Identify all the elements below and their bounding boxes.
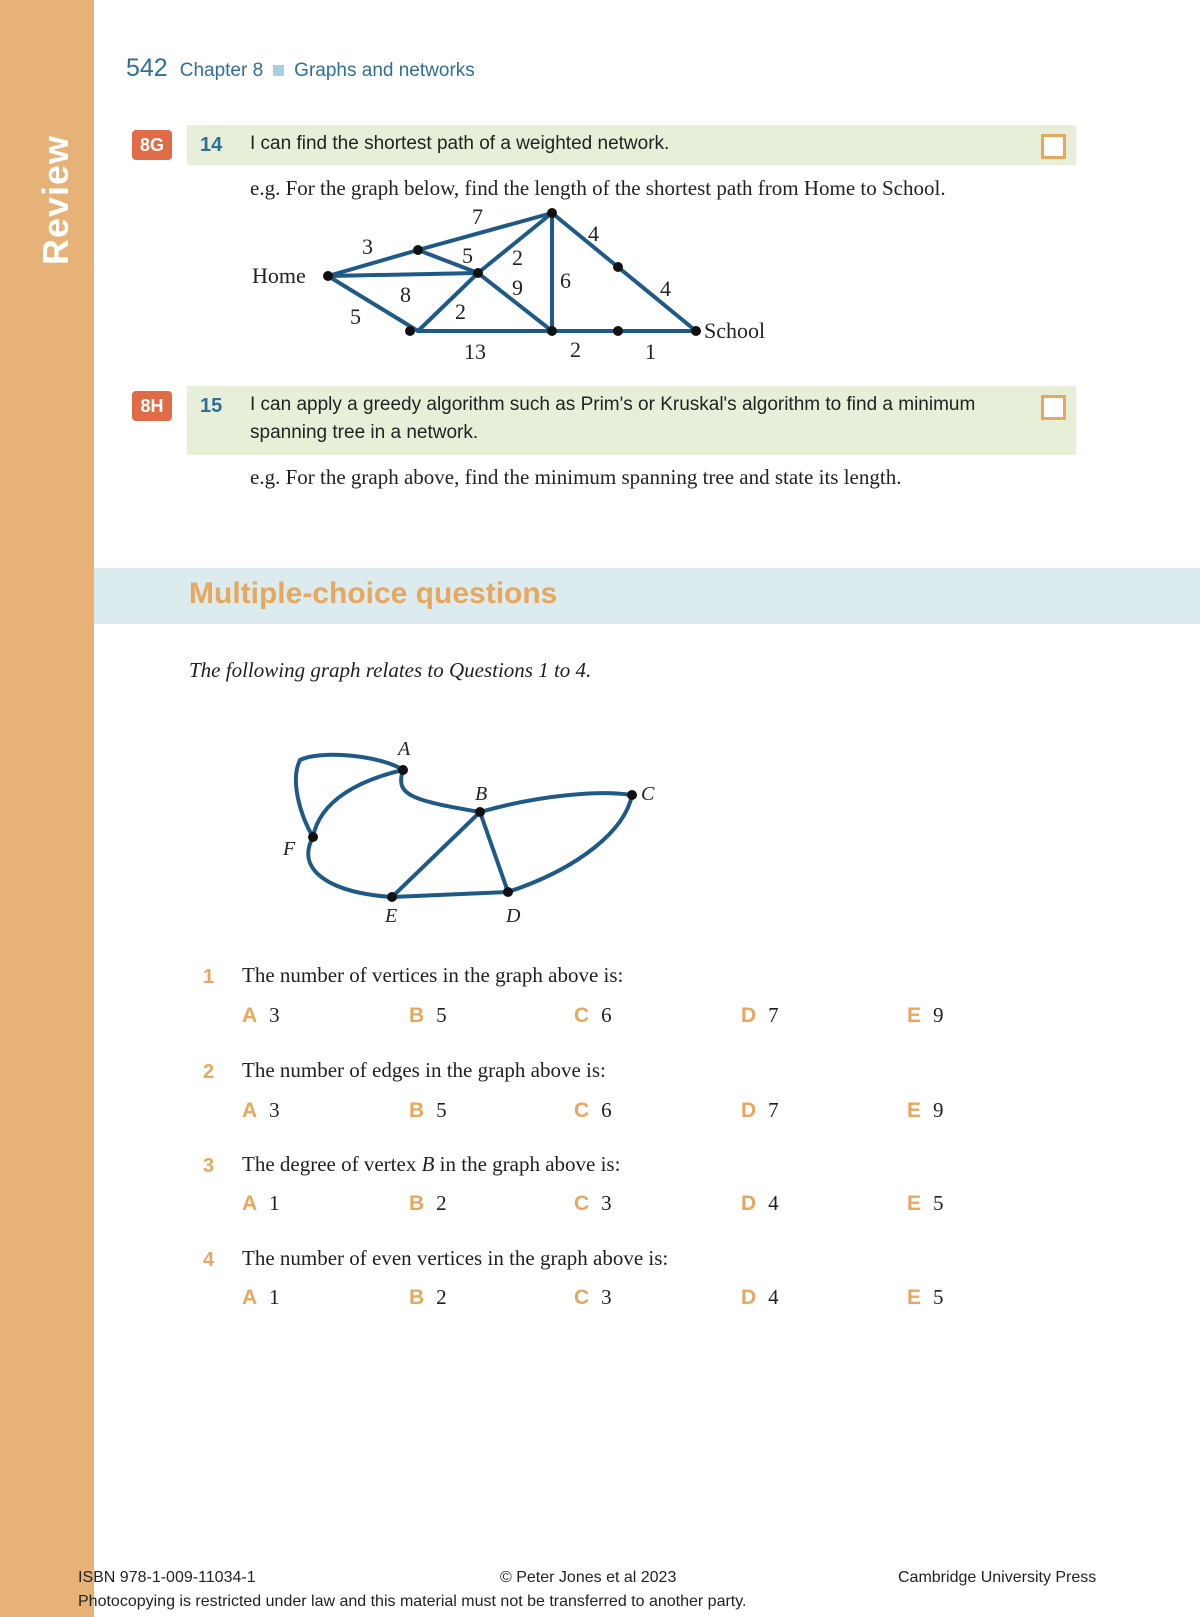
question-4-option-c[interactable]: C 3 [574, 1285, 612, 1309]
edge-weight: 13 [464, 339, 486, 364]
edge-weight: 2 [512, 245, 523, 270]
question-2-option-a[interactable]: A 3 [242, 1098, 280, 1122]
objective-checkbox-14[interactable] [1041, 134, 1066, 159]
edge-weight: 7 [472, 204, 483, 229]
question-text-4: The number of even vertices in the graph above is: [242, 1246, 669, 1270]
vertex-top-left [413, 245, 423, 255]
edge-weight: 4 [660, 276, 671, 301]
edge-weight: 6 [560, 268, 571, 293]
vertex-b [475, 807, 485, 817]
question-4-option-d[interactable]: D 4 [741, 1285, 779, 1309]
question-2-option-e[interactable]: E 9 [907, 1098, 944, 1122]
mcq-heading: Multiple-choice questions [189, 577, 558, 610]
question-3-option-b[interactable]: B 2 [409, 1191, 447, 1215]
section-tag-8g: 8G [132, 130, 172, 160]
edge-weight: 1 [645, 339, 656, 364]
question-number-1: 1 [203, 966, 215, 988]
section-tag-8h: 8H [132, 391, 172, 421]
objective-text-14: I can find the shortest path of a weighted network. [250, 133, 670, 154]
vertex-label-a: A [398, 738, 411, 760]
vertex-label-school: School [704, 318, 766, 343]
footer-publisher: Cambridge University Press [898, 1569, 1097, 1586]
objective-checkbox-15[interactable] [1041, 395, 1066, 420]
vertex-label-home: Home [252, 263, 306, 288]
footer-copyright: © Peter Jones et al 2023 [500, 1569, 677, 1586]
running-head [126, 54, 475, 83]
question-number-3: 3 [203, 1155, 215, 1177]
vertex-school [691, 326, 701, 336]
question-4-option-a[interactable]: A 1 [242, 1285, 280, 1309]
edge-weight: 5 [350, 304, 361, 329]
edge-weight: 2 [570, 337, 581, 362]
vertex-label-f: F [283, 838, 296, 860]
objective-text-15: I can apply a greedy algorithm such as Prim's or Kruskal's algorithm to find a minimum spanning tree in a network. [250, 394, 976, 443]
vertex-middle [473, 268, 483, 278]
question-2-option-d[interactable]: D 7 [741, 1098, 779, 1122]
chapter-label: Chapter 8 [179, 60, 264, 81]
question-number-4: 4 [203, 1249, 215, 1271]
question-2-option-b[interactable]: B 5 [409, 1098, 447, 1122]
edge-weight: 4 [588, 221, 599, 246]
question-2-option-c[interactable]: C 6 [574, 1098, 612, 1122]
example-text-15: e.g. For the graph above, find the minimum spanning tree and state its length. [250, 465, 902, 489]
mcq-intro: The following graph relates to Questions 1 to 4. [189, 658, 592, 682]
question-number-2: 2 [203, 1061, 215, 1083]
question-3-option-c[interactable]: C 3 [574, 1191, 612, 1215]
vertex-top [547, 208, 557, 218]
vertex-bottom-left [405, 326, 415, 336]
page-number: 542 [126, 54, 168, 82]
edge-weight: 9 [512, 275, 523, 300]
question-text-1: The number of vertices in the graph above is: [242, 963, 624, 987]
objective-number-14: 14 [200, 134, 223, 156]
edge-weight: 2 [455, 299, 466, 324]
side-label-review: Review [35, 134, 76, 266]
vertex-bottom-right [613, 326, 623, 336]
mcq-graph-diagram [270, 730, 670, 930]
question-3-option-a[interactable]: A 1 [242, 1191, 280, 1215]
footer-notice: Photocopying is restricted under law and this material must not be transferred to another party. [78, 1593, 747, 1610]
weighted-network-diagram [230, 200, 790, 370]
example-text-14: e.g. For the graph below, find the length of the shortest path from Home to School. [250, 176, 946, 200]
vertex-right-upper [613, 262, 623, 272]
vertex-f [308, 832, 318, 842]
edge-weight: 8 [400, 282, 411, 307]
separator-square-icon [273, 65, 284, 76]
question-1-option-c[interactable]: C 6 [574, 1003, 612, 1027]
question-3-option-e[interactable]: E 5 [907, 1191, 944, 1215]
question-1-option-d[interactable]: D 7 [741, 1003, 779, 1027]
review-side-band [0, 0, 94, 1617]
footer-isbn: ISBN 978-1-009-11034-1 [78, 1569, 256, 1586]
edge-weight: 3 [362, 234, 373, 259]
question-4-option-b[interactable]: B 2 [409, 1285, 447, 1309]
vertex-home [323, 271, 333, 281]
question-1-option-a[interactable]: A 3 [242, 1003, 280, 1027]
vertex-d [503, 887, 513, 897]
vertex-bottom-middle [547, 326, 557, 336]
objective-number-15: 15 [200, 395, 223, 417]
vertex-a [398, 765, 408, 775]
question-1-option-b[interactable]: B 5 [409, 1003, 447, 1027]
section-title: Graphs and networks [294, 60, 475, 81]
question-3-option-d[interactable]: D 4 [741, 1191, 779, 1215]
vertex-c [627, 790, 637, 800]
question-4-option-e[interactable]: E 5 [907, 1285, 944, 1309]
edge-weight: 5 [462, 243, 473, 268]
question-1-option-e[interactable]: E 9 [907, 1003, 944, 1027]
vertex-label-c: C [641, 783, 655, 805]
question-text-2: The number of edges in the graph above is: [242, 1058, 606, 1082]
vertex-label-d: D [506, 905, 521, 927]
vertex-e [387, 892, 397, 902]
question-text-3: The degree of vertex B in the graph above is: [242, 1152, 621, 1176]
vertex-label-b: B [475, 783, 488, 805]
vertex-label-e: E [385, 905, 398, 927]
